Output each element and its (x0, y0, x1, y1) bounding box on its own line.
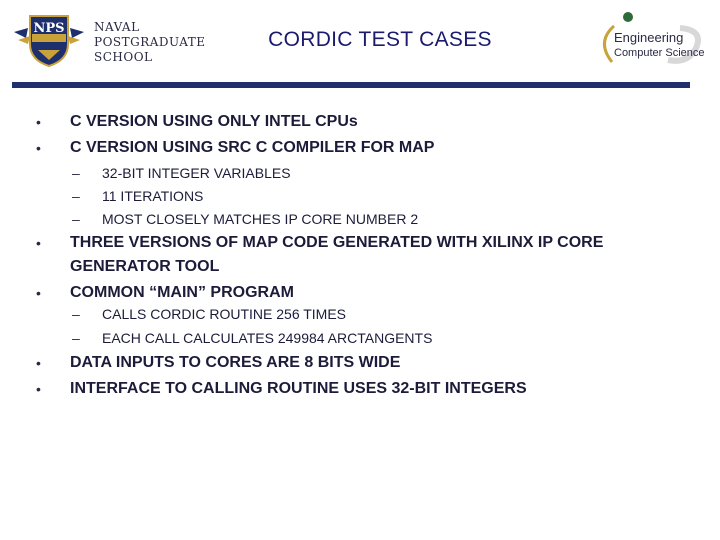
sub-bullet-marker: – (72, 306, 80, 322)
sub-bullet-marker: – (72, 211, 80, 227)
nps-seal-icon (12, 10, 86, 68)
bullet-marker: • (36, 140, 41, 156)
nps-wordmark (94, 20, 206, 65)
svg-text:NPS: NPS (33, 21, 65, 36)
sub-bullet-text: 11 ITERATIONS (102, 188, 204, 204)
bullet-text: C VERSION USING ONLY INTEL CPUs (70, 113, 358, 130)
sub-bullet-marker: – (72, 165, 80, 181)
sub-bullet-text: CALLS CORDIC ROUTINE 256 TIMES (102, 306, 347, 322)
bullet-marker: • (36, 285, 41, 301)
bullet-marker: • (36, 355, 41, 371)
bullet-text: C VERSION USING SRC C COMPILER FOR MAP (70, 139, 435, 156)
header-divider (12, 82, 690, 88)
green-dot-icon (623, 12, 633, 22)
bullet-marker: • (36, 235, 41, 251)
sub-bullet-text: 32-BIT INTEGER VARIABLES (102, 165, 291, 181)
engineering-logo (592, 8, 710, 76)
page-title: CORDIC TEST CASES (268, 28, 492, 51)
sub-bullet-text: MOST CLOSELY MATCHES IP CORE NUMBER 2 (102, 211, 419, 227)
sub-bullet-text: EACH CALL CALCULATES 249984 ARCTANGENTS (102, 330, 433, 346)
nps-wordmark-line: SCHOOL (94, 50, 153, 64)
bullet-text: DATA INPUTS TO CORES ARE 8 BITS WIDE (70, 354, 401, 371)
eng-logo-line: Computer Science (614, 47, 705, 59)
nps-logo (12, 10, 206, 68)
bullet-marker: • (36, 114, 41, 130)
bullet-text: COMMON “MAIN” PROGRAM (70, 284, 294, 301)
slide-header (0, 0, 720, 90)
sub-bullet-marker: – (72, 330, 80, 346)
bullet-text: THREE VERSIONS OF MAP CODE GENERATED WITH XILINX IP CORE GENERATOR TOOL (70, 234, 604, 275)
eng-logo-line: Engineering (614, 30, 684, 45)
nps-wordmark-line: POSTGRADUATE (94, 35, 206, 49)
nps-wordmark-line: NAVAL (94, 20, 140, 34)
bullet-marker: • (36, 381, 41, 397)
sub-bullet-marker: – (72, 188, 80, 204)
bullet-text: INTERFACE TO CALLING ROUTINE USES 32-BIT INTEGERS (70, 380, 527, 397)
